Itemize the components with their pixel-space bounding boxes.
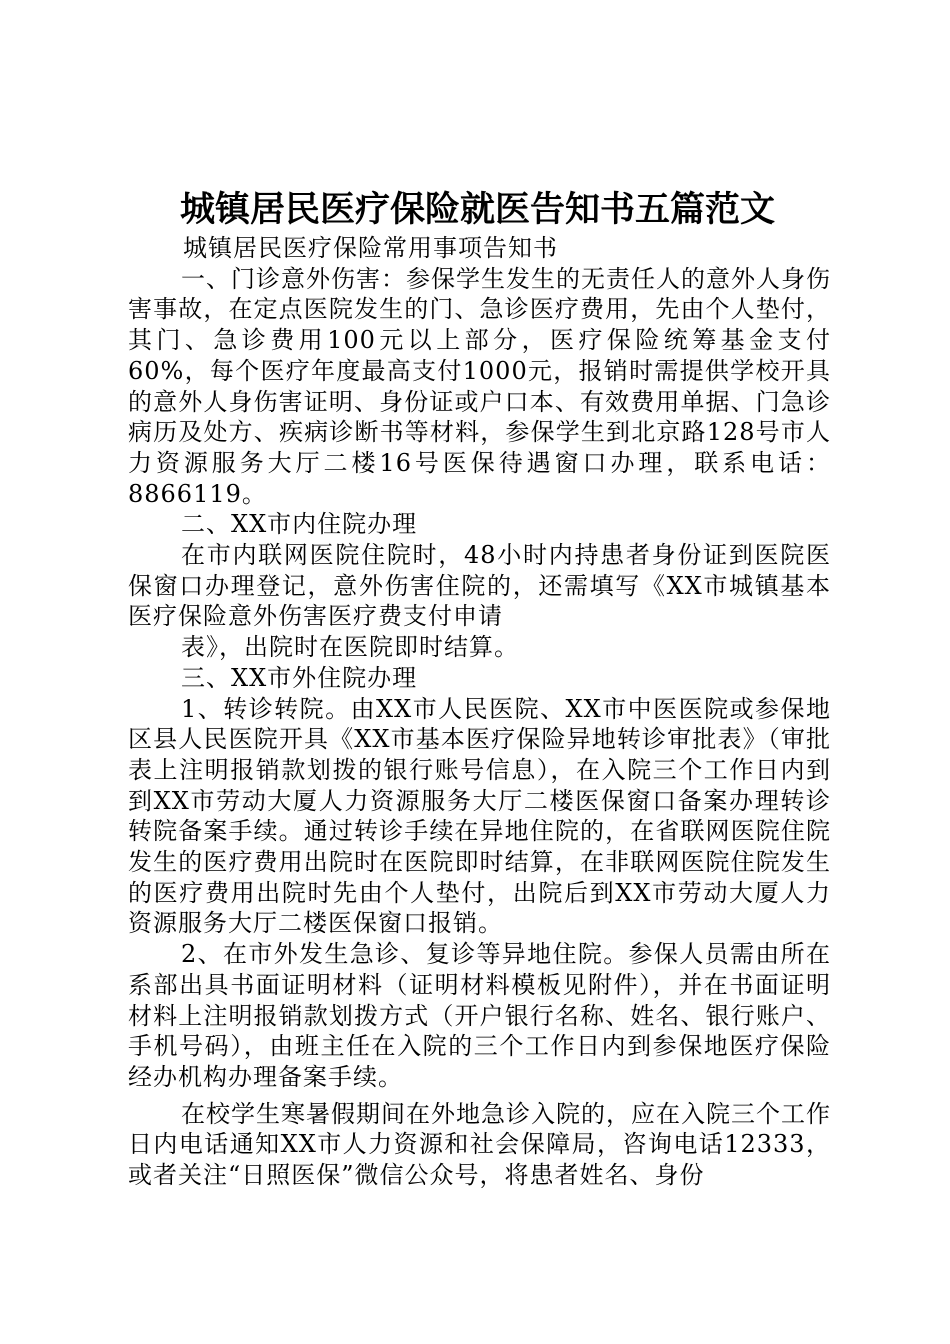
paragraph-city-hospitalization: 在市内联网医院住院时，48小时内持患者身份证到医院医保窗口办理登记，意外伤害住院的，还需填写《XX市城镇基本医疗保险意外伤害医疗费支付申请 xyxy=(128,541,831,631)
paragraph-emergency-outside: 2、在市外发生急诊、复诊等异地住院。参保人员需由所在系部出具书面证明材料（证明材料模板见附件），并在书面证明材料上注明报销款划拨方式（开户银行名称、姓名、银行账户、手机号码），由班主任在入院的三个工作日内到参保地医疗保险经办机构办理备案手续。 xyxy=(128,940,831,1091)
paragraph-city-hospitalization-continued: 表》，出院时在医院即时结算。 xyxy=(181,633,519,662)
paragraph-referral-transfer: 1、转诊转院。由XX市人民医院、XX市中医医院或参保地区县人民医院开具《XX市基本医疗保险异地转诊审批表》（审批表上注明报销款划拨的银行账号信息），在入院三个工作日内到到XX市劳动大厦人力资源服务大厅二楼医保窗口备案办理转诊转院备案手续。通过转诊手续在异地住院的，在省联网医院住院发生的医疗费用出院时在医院即时结算，在非联网医院住院发生的医疗费用出院时先由个人垫付，出院后到XX市劳动大厦人力资源服务大厅二楼医保窗口报销。 xyxy=(128,694,831,938)
paragraph-vacation-emergency: 在校学生寒暑假期间在外地急诊入院的，应在入院三个工作日内电话通知XX市人力资源和社会保障局，咨询电话12333，或者关注“日照医保”微信公众号，将患者姓名、身份 xyxy=(128,1099,831,1190)
notice-subtitle: 城镇居民医疗保险常用事项告知书 xyxy=(183,234,558,262)
section-heading-outside-hospitalization: 三、XX市外住院办理 xyxy=(181,663,418,692)
document-title: 城镇居民医疗保险就医告知书五篇范文 xyxy=(180,189,776,230)
paragraph-outpatient-injury: 一、门诊意外伤害：参保学生发生的无责任人的意外人身伤害事故，在定点医院发生的门、急诊医疗费用，先由个人垫付，其门、急诊费用100元以上部分，医疗保险统筹基金支付60%，每个医疗年度最高支付1000元，报销时需提供学校开具的意外人身伤害证明、身份证或户口本、有效费用单据、门急诊病历及处方、疾病诊断书等材料，参保学生到北京路128号市人力资源服务大厅二楼16号医保待遇窗口办理，联系电话：8866119。 xyxy=(128,264,831,508)
section-heading-city-hospitalization: 二、XX市内住院办理 xyxy=(181,510,418,539)
document-body xyxy=(128,233,831,1191)
